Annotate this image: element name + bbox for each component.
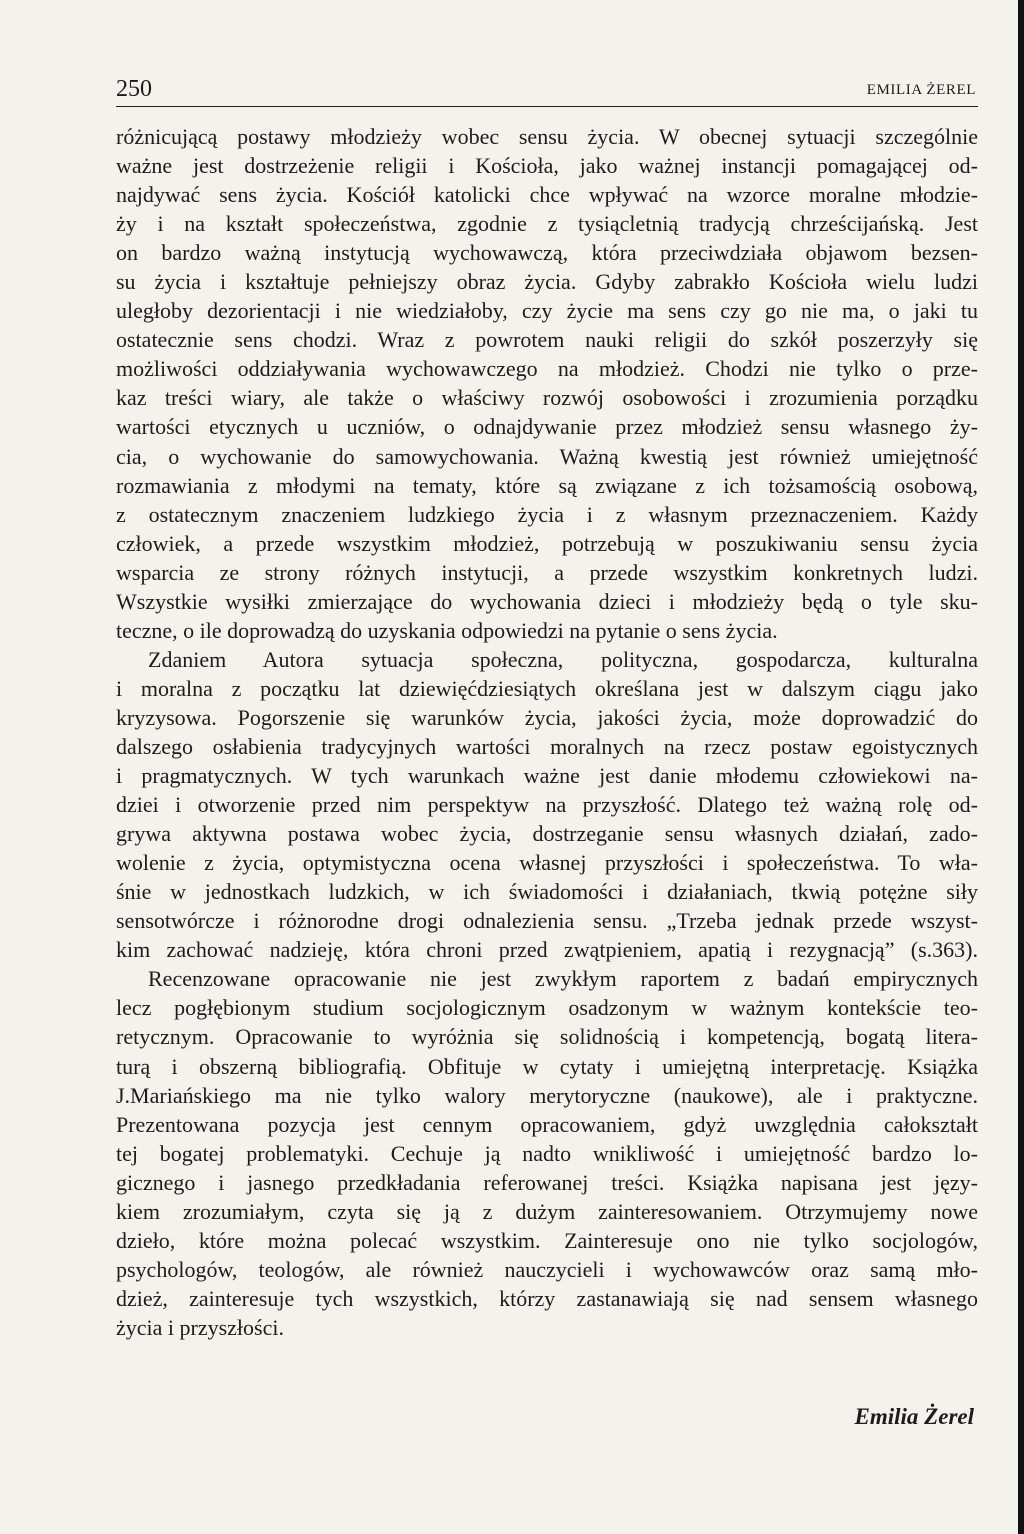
text-line: rozmawiania z młodymi na tematy, które są związane z ich tożsamością osobową, [116,472,978,498]
text-line: uległoby dezorientacji i nie wiedziałoby, czy życie ma sens czy go nie ma, o jaki tu [116,298,978,324]
text-line: kryzysowa. Pogorszenie się warunków życia, jakości życia, może doprowadzić do [116,704,978,730]
text-line: J.Mariańskiego ma nie tylko walory merytoryczne (naukowe), ale i praktyczne. [116,1082,978,1108]
text-line: cia, o wychowanie do samowychowania. Ważną kwestią jest również umiejętność [116,443,978,469]
text-line: kiem zrozumiałym, czyta się ją z dużym zainteresowaniem. Otrzymujemy nowe [116,1198,978,1224]
text-line: on bardzo ważną instytucją wychowawczą, która przeciwdziała objawom bezsen- [116,240,978,266]
text-line: człowiek, a przede wszystkim młodzież, potrzebują w poszukiwaniu sensu życia [116,530,978,556]
text-line: śnie w jednostkach ludzkich, w ich świadomości i działaniach, tkwią potężne siły [116,879,978,905]
text-line: kim zachować nadzieję, która chroni przed zwątpieniem, apatią i rezygnacją” (s.363). [116,937,978,963]
text-line: retycznym. Opracowanie to wyróżnia się solidnością i kompetencją, bogatą litera- [116,1024,978,1050]
text-line: lecz pogłębionym studium socjologicznym osadzonym w ważnym kontekście teo- [116,995,978,1021]
page-header [116,74,978,107]
text-line: gicznego i jasnego przedkładania referowanej treści. Książka napisana jest języ- [116,1169,978,1195]
page-number: 250 [116,76,152,102]
text-line: dzieło, które można polecać wszystkim. Zainteresuje ono nie tylko socjologów, [116,1227,978,1253]
text-line: wartości etycznych u uczniów, o odnajdywanie przez młodzież sensu własnego ży- [116,414,978,440]
text-line: dzież, zainteresuje tych wszystkich, którzy zastanawiają się nad sensem własnego [116,1285,978,1311]
text-line: możliwości oddziaływania wychowawczego na młodzież. Chodzi nie tylko o prze- [116,356,978,382]
review-body-text [116,122,978,1342]
text-line: turą i obszerną bibliografią. Obfituje w cytaty i umiejętną interpretację. Książka [116,1053,978,1079]
text-line: i moralna z początku lat dziewięćdziesiątych określana jest w dalszym ciągu jako [116,675,978,701]
text-line: teczne, o ile doprowadzą do uzyskania odpowiedzi na pytanie o sens życia. [116,617,778,643]
text-line: kaz treści wiary, ale także o właściwy rozwój osobowości i zrozumienia porządku [116,385,978,411]
text-line: wsparcia ze strony różnych instytucji, a przede wszystkim konkretnych ludzi. [116,559,978,585]
text-line: grywa aktywna postawa wobec życia, dostrzeganie sensu własnych działań, zado- [116,821,978,847]
text-line: Recenzowane opracowanie nie jest zwykłym raportem z badań empirycznych [148,966,978,992]
text-line: Prezentowana pozycja jest cennym opracowaniem, gdyż uwzględnia całokształt [116,1111,978,1137]
text-line: Zdaniem Autora sytuacja społeczna, polityczna, gospodarcza, kulturalna [148,646,978,672]
text-line: i pragmatycznych. W tych warunkach ważne jest danie młodemu człowiekowi na- [116,763,978,789]
text-line: ostatecznie sens chodzi. Wraz z powrotem nauki religii do szkół poszerzyły się [116,327,978,353]
page-edge-shadow [1018,0,1024,1534]
text-line: dalszego osłabienia tradycyjnych wartości moralnych na rzecz postaw egoistycznych [116,733,978,759]
text-line: najdywać sens życia. Kościół katolicki chce wpływać na wzorce moralne młodzie- [116,182,978,208]
text-line: sensotwórcze i różnorodne drogi odnalezienia sensu. „Trzeba jednak przede wszyst- [116,908,978,934]
review-signature: Emilia Żerel [854,1404,974,1429]
running-head-author: EMILIA ŻEREL [866,82,976,98]
text-line: wolenie z życia, optymistyczna ocena własnej przyszłości i społeczeństwa. To wła- [116,850,978,876]
text-line: z ostatecznym znaczeniem ludzkiego życia i z własnym przeznaczeniem. Każdy [116,501,978,527]
text-line: ży i na kształt społeczeństwa, zgodnie z tysiącletnią tradycją chrześcijańską. Jest [116,211,978,237]
text-line: su życia i kształtuje pełniejszy obraz życia. Gdyby zabrakło Kościoła wielu ludzi [116,269,978,295]
text-line: dziei i otworzenie przed nim perspektyw na przyszłość. Dlatego też ważną rolę od- [116,792,978,818]
text-line: ważne jest dostrzeżenie religii i Kościoła, jako ważnej instancji pomagającej od- [116,153,978,179]
text-line: różnicującą postawy młodzieży wobec sensu życia. W obecnej sytuacji szczególnie [116,124,978,149]
text-line: Wszystkie wysiłki zmierzające do wychowania dzieci i młodzieży będą o tyle sku- [116,588,978,614]
text-line: psychologów, teologów, ale również nauczycieli i wychowawców oraz samą mło- [116,1256,978,1282]
text-line: życia i przyszłości. [116,1314,284,1340]
text-line: tej bogatej problematyki. Cechuje ją nadto wnikliwość i umiejętność bardzo lo- [116,1140,978,1166]
